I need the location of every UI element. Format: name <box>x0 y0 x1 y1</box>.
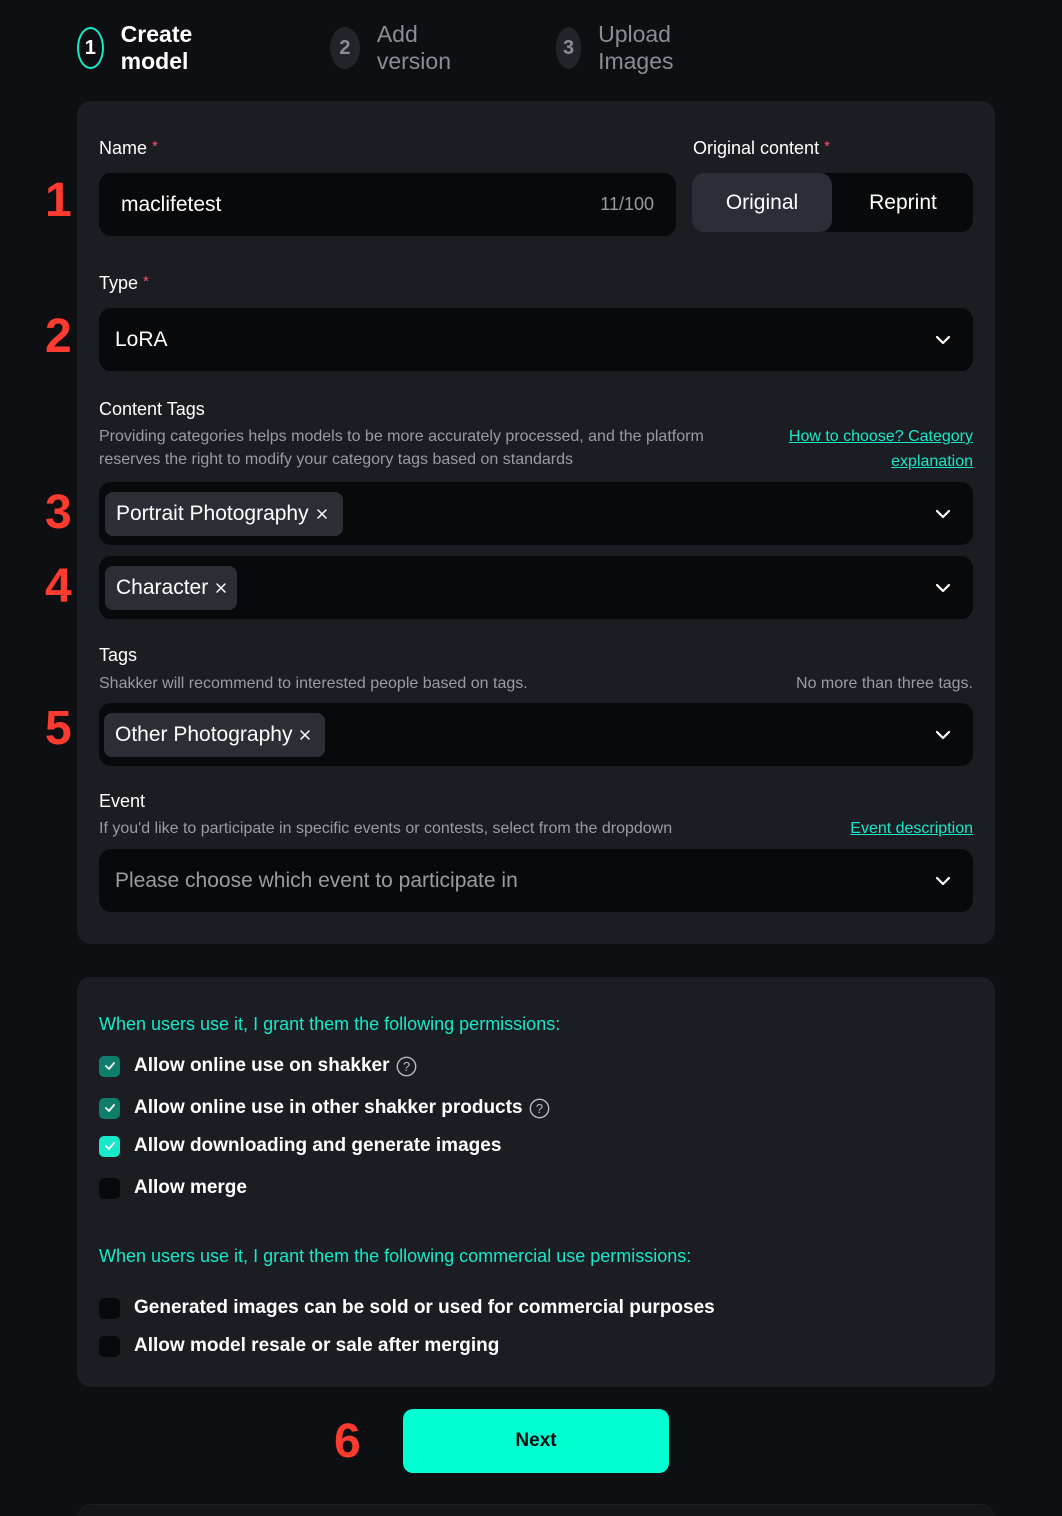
checkbox-label: Allow online use in other shakker products <box>134 1097 523 1118</box>
primary-category-select[interactable] <box>99 482 973 545</box>
chevron-down-icon <box>935 335 951 345</box>
step-add-version[interactable] <box>330 21 463 74</box>
checkbox-label: Allow downloading and generate images <box>134 1135 502 1156</box>
original-content-toggle <box>692 173 973 232</box>
name-input-value: maclifetest <box>121 192 222 216</box>
type-label <box>99 273 149 294</box>
checkbox[interactable] <box>99 1178 120 1199</box>
link-line: explanation <box>891 453 973 470</box>
annotation-number: 3 <box>45 486 72 539</box>
annotation-number: 2 <box>45 310 72 363</box>
tags-select[interactable] <box>99 703 973 766</box>
secondary-category-select[interactable] <box>99 556 973 619</box>
svg-text:?: ? <box>402 1058 410 1074</box>
name-input[interactable] <box>99 173 676 236</box>
event-description: If you'd like to participate in specific events or contests, select from the dropdown <box>99 820 673 837</box>
tag-chip <box>105 566 237 610</box>
name-label-text: Name <box>99 138 148 158</box>
permission-model-resale[interactable] <box>99 1334 499 1358</box>
annotation-number: 6 <box>334 1415 361 1468</box>
type-select[interactable] <box>99 308 973 371</box>
type-label-text: Type <box>99 273 139 293</box>
next-button[interactable]: Next <box>403 1409 669 1473</box>
chevron-down-icon <box>935 730 951 740</box>
name-char-counter: 11/100 <box>600 194 654 214</box>
event-label: Event <box>99 791 146 811</box>
permission-commercial-images[interactable] <box>99 1296 715 1320</box>
annotation-number: 4 <box>45 560 72 613</box>
checkbox[interactable] <box>99 1056 120 1077</box>
required-marker: * <box>152 138 158 155</box>
step-label: Add version <box>376 21 451 74</box>
event-select[interactable] <box>99 849 973 912</box>
checkbox-label: Allow merge <box>134 1177 247 1198</box>
checkbox-label: Generated images can be sold or used for commercial purposes <box>134 1297 715 1318</box>
close-icon[interactable] <box>316 508 328 520</box>
link-line: How to choose? Category <box>788 428 973 445</box>
tag-chip <box>104 713 325 757</box>
permissions-title: When users use it, I grant them the following permissions: <box>99 1014 561 1034</box>
help-circle-icon[interactable] <box>529 1098 550 1119</box>
tag-chip-label: Character <box>116 575 209 599</box>
step-number: 1 <box>77 27 104 69</box>
tag-chip-label: Other Photography <box>115 722 293 746</box>
original-content-label-text: Original content <box>693 138 820 158</box>
checkbox-label: Allow online use on shakker <box>134 1055 390 1076</box>
option-reprint[interactable]: Reprint <box>869 190 937 214</box>
annotation-number: 5 <box>45 702 72 755</box>
checkmark-icon <box>104 1061 116 1071</box>
model-info-card <box>77 101 995 944</box>
checkmark-icon <box>104 1103 116 1113</box>
tags-label: Tags <box>99 645 138 665</box>
tag-chip <box>105 492 343 536</box>
chevron-down-icon <box>935 876 951 886</box>
content-tags-description: Providing categories helps models to be more accurately processed, and the platform reserves the right to modify your category tags based on standards <box>99 428 704 468</box>
tags-limit-note: No more than three tags. <box>796 675 973 692</box>
event-description-link[interactable]: Event description <box>850 820 973 837</box>
step-label: Create model <box>120 21 193 74</box>
checkbox[interactable] <box>99 1098 120 1119</box>
close-icon[interactable] <box>215 582 227 594</box>
permission-merge[interactable] <box>99 1176 247 1200</box>
permission-other-products[interactable] <box>99 1096 550 1120</box>
event-select-placeholder: Please choose which event to participate in <box>115 868 518 892</box>
category-explanation-link[interactable] <box>789 424 973 474</box>
step-number: 2 <box>330 27 360 69</box>
checkbox[interactable] <box>99 1336 120 1357</box>
permission-online-use[interactable] <box>99 1054 417 1078</box>
checkbox[interactable] <box>99 1298 120 1319</box>
checkbox-label: Allow model resale or sale after merging <box>134 1335 500 1356</box>
chevron-down-icon <box>935 509 951 519</box>
checkbox[interactable] <box>99 1136 120 1157</box>
option-original[interactable]: Original <box>692 173 832 232</box>
step-number: 3 <box>556 27 581 69</box>
annotation-number: 1 <box>45 174 72 227</box>
original-content-label <box>693 138 830 159</box>
tag-chip-label: Portrait Photography <box>116 501 309 525</box>
chevron-down-icon <box>935 583 951 593</box>
required-marker: * <box>143 273 149 290</box>
name-label <box>99 138 158 159</box>
tags-description: Shakker will recommend to interested people based on tags. <box>99 675 528 692</box>
type-select-value: LoRA <box>115 327 168 351</box>
close-icon[interactable] <box>299 729 311 741</box>
content-tags-label: Content Tags <box>99 399 205 419</box>
step-label: Upload Images <box>598 21 674 74</box>
next-section-edge <box>77 1504 995 1516</box>
help-circle-icon[interactable] <box>396 1056 417 1077</box>
required-marker: * <box>824 138 830 155</box>
step-upload-images[interactable] <box>556 21 690 74</box>
checkmark-icon <box>104 1141 116 1151</box>
svg-text:?: ? <box>535 1100 543 1116</box>
permission-downloading[interactable] <box>99 1134 501 1158</box>
step-create-model[interactable] <box>77 21 208 74</box>
permissions-card <box>77 977 995 1387</box>
commercial-permissions-title: When users use it, I grant them the following commercial use permissions: <box>99 1246 692 1266</box>
